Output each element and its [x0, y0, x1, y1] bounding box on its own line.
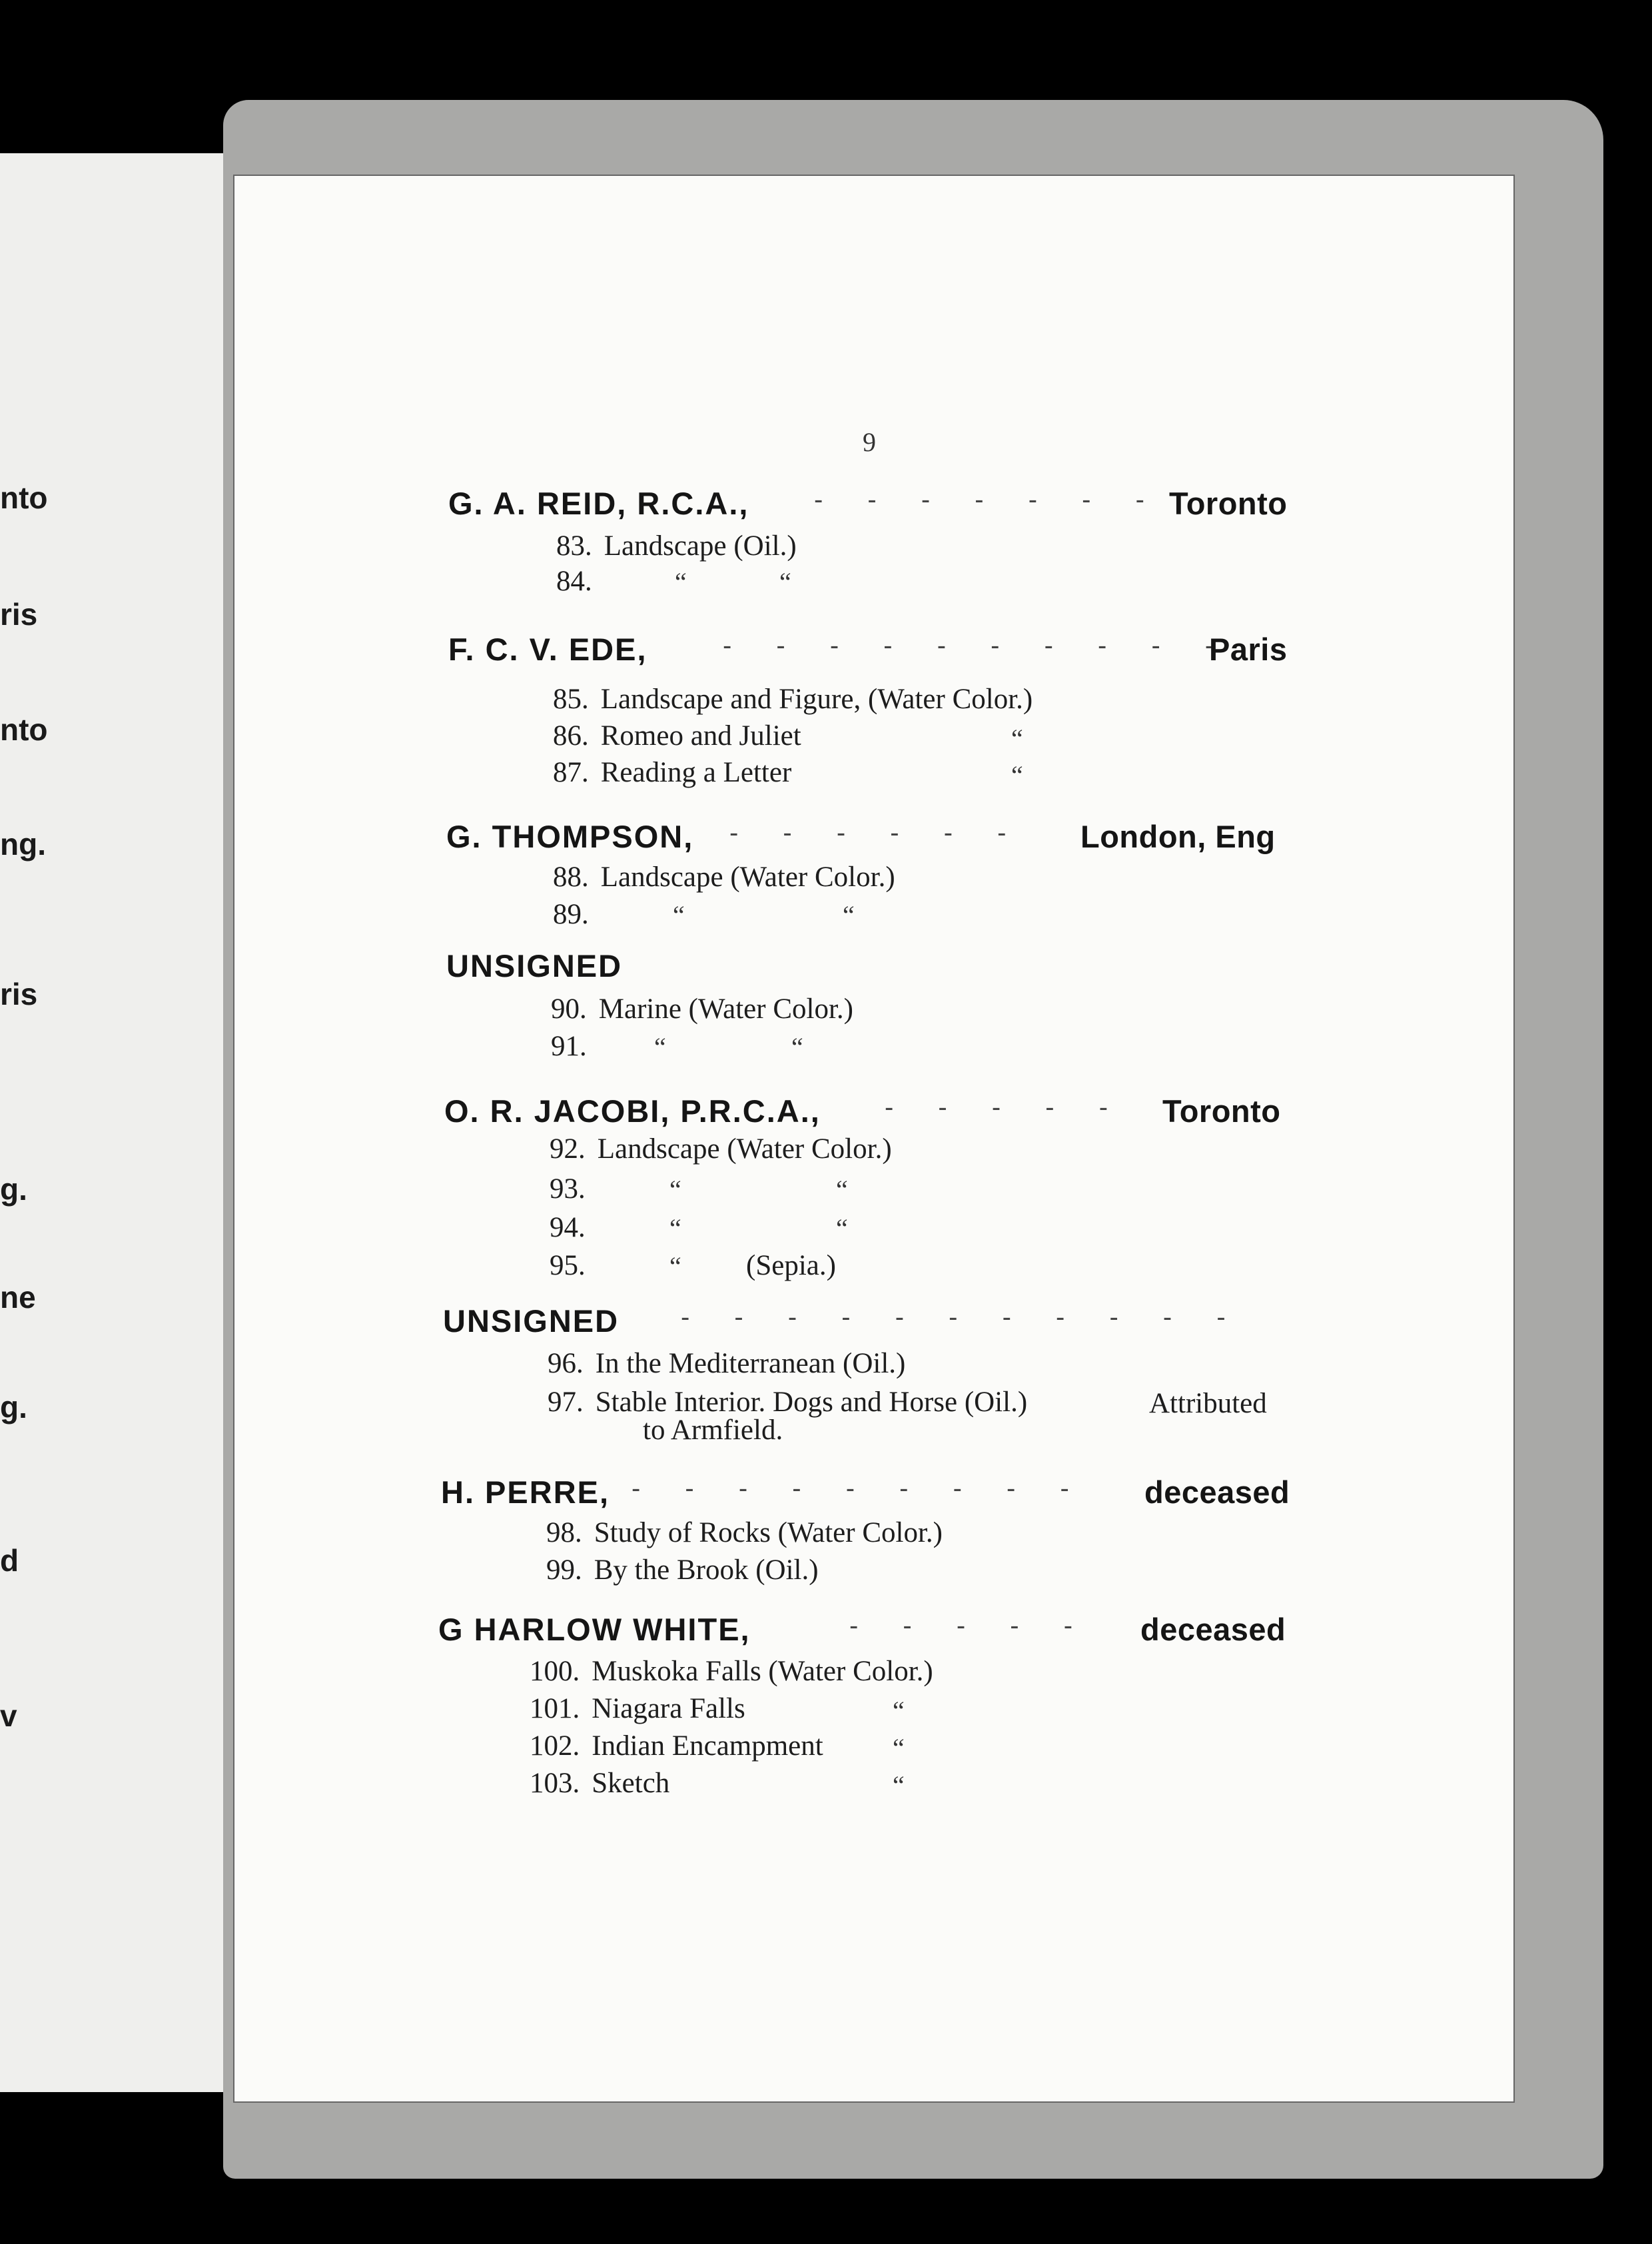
- ditto-mark: “: [893, 1733, 905, 1763]
- entry-number: 91.: [551, 1031, 587, 1062]
- catalogue-entry: [553, 861, 895, 893]
- entry-title: Muskoka Falls (Water Color.): [592, 1656, 933, 1687]
- leader-dashes: - - - - - - - - -: [631, 1474, 1088, 1503]
- artist-name: G. A. REID, R.C.A.,: [448, 486, 749, 521]
- artist-name: H. PERRE,: [441, 1474, 610, 1510]
- left-page-fragment: [0, 153, 232, 2092]
- artist-name: UNSIGNED: [446, 948, 623, 983]
- ditto-mark: “: [843, 900, 855, 930]
- ditto-mark: “: [675, 567, 687, 597]
- catalogue-entry: [546, 1516, 943, 1549]
- left-page-text: ris: [0, 597, 38, 632]
- artist-location: London, Eng: [1080, 819, 1276, 854]
- entry-title: Landscape and Figure, (Water Color.): [600, 684, 1033, 715]
- catalogue-entry: [553, 683, 1032, 716]
- entry-number: 93.: [550, 1173, 586, 1205]
- catalogue-entry: [548, 1386, 1027, 1418]
- entry-number: 88.: [553, 861, 589, 893]
- ditto-mark: “: [893, 1770, 905, 1800]
- catalogue-entry: [550, 1133, 892, 1165]
- entry-title: Landscape (Oil.): [604, 530, 797, 562]
- ditto-mark: “: [669, 1251, 681, 1281]
- left-page-text: nto: [0, 480, 48, 515]
- artist-name: G HARLOW WHITE,: [438, 1612, 751, 1647]
- entry-title: By the Brook (Oil.): [594, 1554, 819, 1586]
- entry-number: 94.: [550, 1212, 586, 1243]
- artist-name: O. R. JACOBI, P.R.C.A.,: [444, 1093, 821, 1129]
- leader-dashes: - - - - - -: [729, 818, 1025, 847]
- entry-number: 98.: [546, 1517, 582, 1548]
- entry-number: 95.: [550, 1250, 586, 1281]
- entry-attribution: Attributed: [1149, 1388, 1267, 1419]
- left-page-text: ne: [0, 1280, 36, 1315]
- entry-number: 96.: [548, 1348, 584, 1379]
- entry-title: Stable Interior. Dogs and Horse (Oil.): [595, 1387, 1028, 1418]
- catalogue-entry: [556, 530, 797, 562]
- left-page-text: g.: [0, 1390, 27, 1424]
- entry-number: 99.: [546, 1554, 582, 1586]
- left-page-text: ng.: [0, 827, 46, 861]
- entry-number: 85.: [553, 684, 589, 715]
- catalogue-entry: [530, 1655, 933, 1688]
- catalogue-entry: [530, 1767, 669, 1800]
- entry-number: 101.: [530, 1693, 580, 1724]
- entry-number: 86.: [553, 720, 589, 752]
- entry-title: Romeo and Juliet: [600, 720, 801, 752]
- ditto-mark: “: [836, 1213, 848, 1243]
- left-page-text: g.: [0, 1172, 27, 1207]
- ditto-mark: “: [673, 900, 685, 930]
- entry-number: 100.: [530, 1656, 580, 1687]
- ditto-mark: “: [669, 1213, 681, 1243]
- catalogue-entry: [550, 1211, 586, 1244]
- artist-location: Toronto: [1162, 1093, 1281, 1129]
- ditto-mark: “: [779, 567, 791, 597]
- catalogue-entry: [553, 720, 801, 752]
- entry-title: Landscape (Water Color.): [597, 1133, 892, 1165]
- entry-title: Indian Encampment: [592, 1730, 823, 1762]
- artist-name: G. THOMPSON,: [446, 819, 694, 854]
- leader-dashes: - - - - -: [885, 1093, 1127, 1122]
- artist-location: Toronto: [1169, 486, 1288, 521]
- entry-continuation: to Armfield.: [643, 1414, 783, 1446]
- left-page-text: nto: [0, 712, 48, 747]
- entry-number: 97.: [548, 1387, 584, 1418]
- entry-title: Landscape (Water Color.): [600, 861, 895, 893]
- leader-dashes: - - - - - - -: [814, 485, 1163, 514]
- entry-title: Niagara Falls: [592, 1693, 745, 1724]
- catalogue-entry: [530, 1692, 745, 1725]
- catalogue-entry: [553, 898, 589, 931]
- leader-dashes: - - - - - - - - - - -: [681, 1303, 1244, 1332]
- catalogue-entry: [551, 993, 853, 1025]
- entry-number: 84.: [556, 566, 592, 597]
- ditto-mark: “: [669, 1175, 681, 1205]
- artist-name: UNSIGNED: [443, 1303, 620, 1339]
- entry-title: Reading a Letter: [600, 757, 792, 788]
- page-number: 9: [863, 427, 876, 457]
- ditto-mark: “: [654, 1032, 666, 1062]
- entry-number: 92.: [550, 1133, 586, 1165]
- entry-title: Sketch: [592, 1768, 670, 1799]
- entry-number: 90.: [551, 993, 587, 1025]
- catalogue-entry: [550, 1249, 586, 1282]
- entry-title: (Sepia.): [746, 1250, 836, 1281]
- artist-location: deceased: [1140, 1612, 1286, 1647]
- catalogue-entry: [546, 1554, 819, 1586]
- catalogue-entry: [556, 565, 592, 598]
- left-page-text: d: [0, 1543, 19, 1578]
- left-page-text: ris: [0, 977, 38, 1011]
- artist-name: F. C. V. EDE,: [448, 632, 647, 667]
- ditto-mark: “: [791, 1032, 803, 1062]
- leader-dashes: - - - - -: [849, 1611, 1092, 1640]
- ditto-mark: “: [1011, 724, 1023, 754]
- entry-title: Study of Rocks (Water Color.): [594, 1517, 943, 1548]
- entry-title: Marine (Water Color.): [598, 993, 853, 1025]
- left-page-text: v: [0, 1698, 17, 1733]
- entry-number: 89.: [553, 899, 589, 930]
- ditto-mark: “: [893, 1696, 905, 1726]
- catalogue-entry: [553, 756, 791, 789]
- entry-number: 102.: [530, 1730, 580, 1762]
- catalogue-entry: [551, 1030, 587, 1063]
- leader-dashes: - - - - - - - - - -: [723, 631, 1233, 660]
- entry-number: 83.: [556, 530, 592, 562]
- artist-location: Paris: [1209, 632, 1288, 667]
- ditto-mark: “: [1011, 760, 1023, 790]
- catalogue-entry: [550, 1173, 586, 1205]
- catalogue-entry: [530, 1730, 823, 1762]
- entry-number: 103.: [530, 1768, 580, 1799]
- entry-title: In the Mediterranean (Oil.): [595, 1348, 906, 1379]
- entry-number: 87.: [553, 757, 589, 788]
- ditto-mark: “: [836, 1175, 848, 1205]
- artist-location: deceased: [1144, 1474, 1290, 1510]
- catalogue-entry: [548, 1347, 905, 1380]
